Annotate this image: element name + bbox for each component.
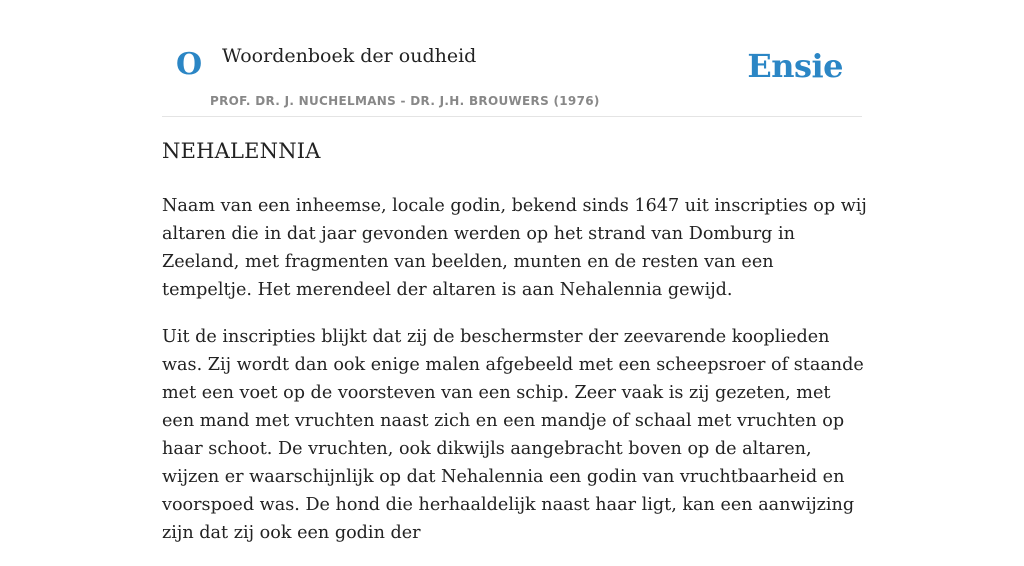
- brand-logo[interactable]: Ensie: [747, 47, 843, 85]
- book-title[interactable]: Woordenboek der oudheid: [222, 45, 477, 67]
- entry-title: NEHALENNIA: [162, 139, 321, 163]
- index-letter[interactable]: O: [176, 47, 203, 82]
- header: [162, 0, 862, 117]
- entry-paragraph: Uit de inscripties blijkt dat zij de beschermster der zeevarende kooplieden was. Zij wordt dan ook enige malen afgebeeld met een scheepsroer of staande met een voet op de voorsteven van een schip. Zeer vaak is zij gezeten, met een mand met vruchten naast zich en een mandje of schaal met vruchten op haar schoot. De vruchten, ook dikwijls aangebracht boven op de altaren, wijzen er waarschijnlijk op dat Nehalennia een godin van vruchtbaarheid en voorspoed was. De hond die herhaaldelijk naast haar ligt, kan een aanwijzing zijn dat zij ook een godin der: [162, 327, 864, 543]
- entry-body: [162, 192, 868, 566]
- book-authors: PROF. DR. J. NUCHELMANS - DR. J.H. BROUWERS (1976): [210, 94, 600, 108]
- entry-paragraph: Naam van een inheemse, locale godin, bekend sinds 1647 uit inscripties op wij altaren die in dat jaar gevonden werden op het strand van Domburg in Zeeland, met fragmenten van beelden, munten en de resten van een tempeltje. Het merendeel der altaren is aan Nehalennia gewijd.: [162, 196, 867, 300]
